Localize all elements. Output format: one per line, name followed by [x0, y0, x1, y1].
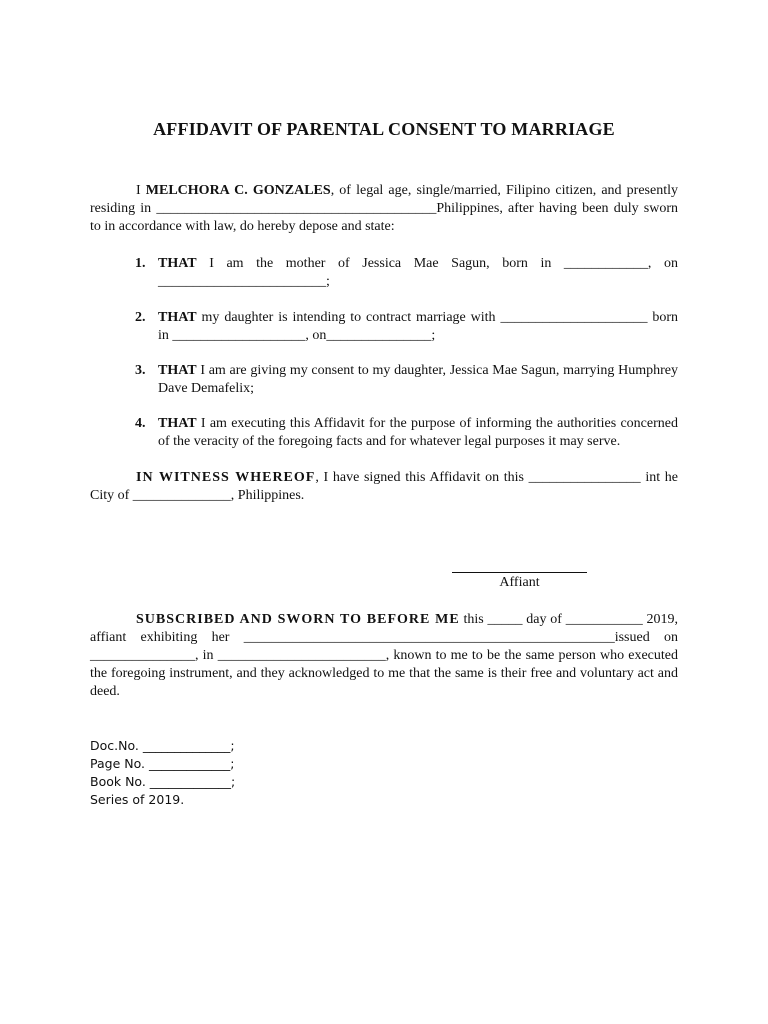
clause-3 [135, 362, 678, 398]
witness-text: , I have signed this Affidavit on this ________________ int he City of ______________, Philippines. [90, 470, 678, 503]
clause-lead: THAT [158, 310, 197, 325]
intro-paragraph [90, 182, 678, 236]
document-title: AFFIDAVIT OF PARENTAL CONSENT TO MARRIAGE [153, 119, 615, 139]
clause-text: I am are giving my consent to my daughter, Jessica Mae Sagun, marrying Humphrey Dave Demafelix; [158, 363, 678, 396]
clause-text: my daughter is intending to contract marriage with _____________________ born in ___________________, on_______________; [158, 310, 678, 343]
book-number-entry: Book No. _____________; [90, 774, 236, 789]
jurat-paragraph [90, 611, 678, 701]
clause-lead: THAT [158, 416, 197, 431]
jurat-lead: SUBSCRIBED AND SWORN TO BEFORE ME [136, 612, 460, 627]
notarial-register [90, 737, 235, 809]
clause-4 [135, 415, 678, 451]
clause-2 [135, 309, 678, 345]
series-entry: Series of 2019. [90, 792, 185, 807]
clause-number: 1. [135, 256, 146, 271]
affiant-label: Affiant [499, 575, 540, 590]
intro-prefix: I [136, 183, 146, 198]
intro-text: , of legal age, single/married, Filipino citizen, and presently residing in ________________________________________Philippines, after having been duly sworn to in accordance with law, do hereby depose and state: [90, 183, 678, 234]
clause-1 [135, 255, 678, 291]
clause-number: 3. [135, 363, 146, 378]
clause-text: I am the mother of Jessica Mae Sagun, born in ____________, on ________________________; [158, 256, 678, 289]
doc-number-entry: Doc.No. ______________; [90, 738, 235, 753]
affiant-name: MELCHORA C. GONZALES [145, 183, 331, 198]
jurat-text: this _____ day of ___________ 2019, affiant exhibiting her _____________________________________________________issued on _______________, in ________________________, known to me to be the same person who executed the foregoing instrument, and they acknowledged to me that the same is their free and voluntary act and deed. [90, 612, 678, 699]
clause-number: 2. [135, 310, 146, 325]
clause-number: 4. [135, 416, 146, 431]
clause-lead: THAT [158, 363, 197, 378]
witness-lead: IN WITNESS WHEREOF [136, 470, 316, 485]
clause-text: I am executing this Affidavit for the purpose of informing the authorities concerned of the veracity of the foregoing facts and for whatever legal purposes it may serve. [158, 416, 678, 449]
page-number-entry: Page No. _____________; [90, 756, 235, 771]
affiant-signature-line [452, 572, 587, 573]
clause-lead: THAT [158, 256, 197, 271]
witness-paragraph [90, 469, 678, 505]
